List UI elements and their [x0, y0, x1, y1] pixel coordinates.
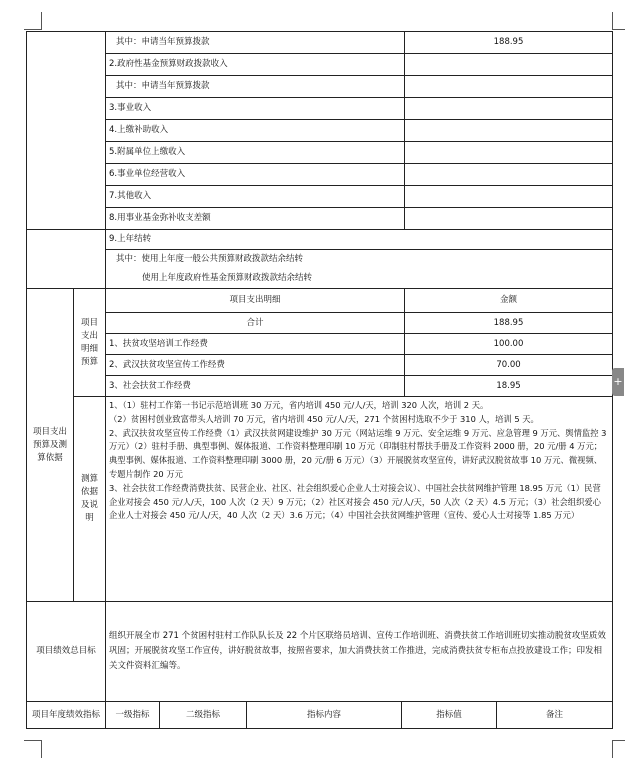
expense-item-value: 100.00 — [405, 334, 613, 355]
table-row — [27, 32, 613, 54]
expense-item-label: 1、扶贫攻坚培训工作经费 — [106, 334, 405, 355]
income-item-label: 6.事业单位经营收入 — [106, 164, 405, 186]
table-row — [27, 208, 613, 230]
carryover-cell — [106, 230, 613, 289]
basis-paragraph: 3、社会扶贫工作经费消费扶贫、民营企业、社区、社会组织爱心企业人士对接会议）、中国社会扶贫网维护管理 18.95 万元（1）民营企业对接会 450 元/人/天，100 人次（2 天）9 万元；（2）社区对接会 450 元/人/天，50 人次（2 天）4.5 万元；（3）社会组织爱心企业人士对接会 450 元/人/天，40 人次（2 天）3.6 万元；（4）中国社会扶贫网维护管理（宣传、爱心人士对接等 1.85 万元） — [109, 482, 601, 521]
goal-label: 项目绩效总目标 — [27, 602, 106, 702]
basis-paragraph: （2）贫困村创业致富带头人培训 70 万元，省内培训 450 元/人/天，271 个贫困村选取不少于 310 人，培训 5 天。 — [109, 413, 539, 424]
table-row — [27, 120, 613, 142]
crop-mark-bottom-right — [612, 740, 625, 758]
table-row — [27, 702, 613, 729]
table-row — [27, 355, 613, 376]
table-row — [27, 334, 613, 355]
income-item-value — [405, 186, 613, 208]
column-header: 指标内容 — [247, 702, 402, 728]
expense-item-label: 3、社会扶贫工作经费 — [106, 376, 405, 397]
income-item-value — [405, 98, 613, 120]
table-row — [27, 98, 613, 120]
table-row — [27, 230, 613, 289]
budget-table — [26, 31, 613, 729]
table-row — [27, 164, 613, 186]
column-header: 指标值 — [402, 702, 497, 728]
crop-mark-top-left — [24, 12, 42, 30]
income-item-label: 5.附属单位上缴收入 — [106, 142, 405, 164]
table-row — [27, 76, 613, 98]
income-item-value — [405, 76, 613, 98]
basis-label: 测算依据及说明 — [74, 397, 106, 602]
table-row — [27, 142, 613, 164]
expense-total-value: 188.95 — [405, 313, 613, 334]
income-blank-cell — [27, 32, 106, 230]
table-row — [27, 313, 613, 334]
carryover-blank-cell — [27, 230, 106, 289]
income-item-label: 其中：申请当年预算拨款 — [106, 76, 405, 98]
income-item-label: 其中：申请当年预算拨款 — [106, 32, 405, 54]
income-item-value — [405, 142, 613, 164]
table-row — [27, 376, 613, 397]
income-item-value — [405, 54, 613, 76]
income-item-label: 3.事业收入 — [106, 98, 405, 120]
table-row — [27, 186, 613, 208]
crop-mark-bottom-left — [24, 740, 42, 758]
carryover-label: 9.上年结转 — [106, 230, 612, 250]
table-row — [27, 289, 613, 313]
basis-paragraph: 1、（1）驻村工作第一书记示范培训班 30 万元，省内培训 450 元/人/天，培训 320 人次，培训 2 天。 — [109, 400, 489, 410]
table-row — [27, 602, 613, 702]
income-item-value — [405, 164, 613, 186]
expense-header-item: 项目支出明细 — [106, 289, 405, 313]
annual-columns-cell — [106, 702, 613, 729]
expense-header-amount: 金额 — [405, 289, 613, 313]
expense-item-label: 2、武汉扶贫攻坚宣传工作经费 — [106, 355, 405, 376]
income-item-value — [405, 120, 613, 142]
column-header: 一级指标 — [106, 702, 160, 728]
income-item-label: 2.政府性基金预算财政拨款收入 — [106, 54, 405, 76]
basis-paragraph: 2、武汉扶贫攻坚宣传工作经费（1）武汉扶贫网建设维护 30 万元（网站运维 9 万元、安全运维 9 万元、应急管理 9 万元、舆情监控 3 万元）（2）驻村手册、典型事例、媒体报道、工作资料整理印刷 10 万元（印制驻村帮扶手册及工作资料 2000 册，20 元/册 4 万元；典型事例、媒体报道、工作资料整理印刷 3000 册，20 元/册 6 万元）（3）开展脱贫攻坚宣传，讲好武汉脱贫故事 10 万元、微视频、专题片制作 20 万元 — [109, 427, 607, 479]
table-row — [27, 397, 613, 602]
income-item-label: 7.其他收入 — [106, 186, 405, 208]
income-item-label: 4.上缴补助收入 — [106, 120, 405, 142]
table-row — [27, 54, 613, 76]
annual-label: 项目年度绩效指标 — [27, 702, 106, 729]
carryover-sub-label: 使用上年度政府性基金预算财政拨款结余结转 — [142, 273, 313, 283]
carryover-sub-label: 其中：使用上年度一般公共预算财政拨款结余结转 — [116, 254, 304, 264]
basis-text-cell — [106, 397, 613, 602]
expense-item-value: 18.95 — [405, 376, 613, 397]
income-item-label: 8.用事业基金弥补收支差额 — [106, 208, 405, 230]
expense-section-label: 项目支出预算及测算依据 — [27, 289, 74, 602]
plus-icon[interactable]: + — [612, 368, 624, 396]
column-header: 二级指标 — [160, 702, 247, 728]
goal-text: 组织开展全市 271 个贫困村驻村工作队队长及 22 个片区联络员培训、宣传工作培训班、消费扶贫工作培训班切实推动脱贫攻坚质效巩固；开展脱贫攻坚工作宣传，讲好脱贫故事，按照省要求，加大消费扶贫工作推进，完成消费扶贫专柜布点投放建设工作；印发相关文件资料汇编等。 — [106, 602, 613, 702]
column-header: 备注 — [545, 710, 563, 720]
expense-total-label: 合计 — [106, 313, 405, 334]
expense-detail-label: 项目支出明细预算 — [74, 289, 106, 397]
expense-item-value: 70.00 — [405, 355, 613, 376]
income-item-value: 188.95 — [405, 32, 613, 54]
crop-mark-top-right — [612, 12, 625, 30]
income-item-value — [405, 208, 613, 230]
